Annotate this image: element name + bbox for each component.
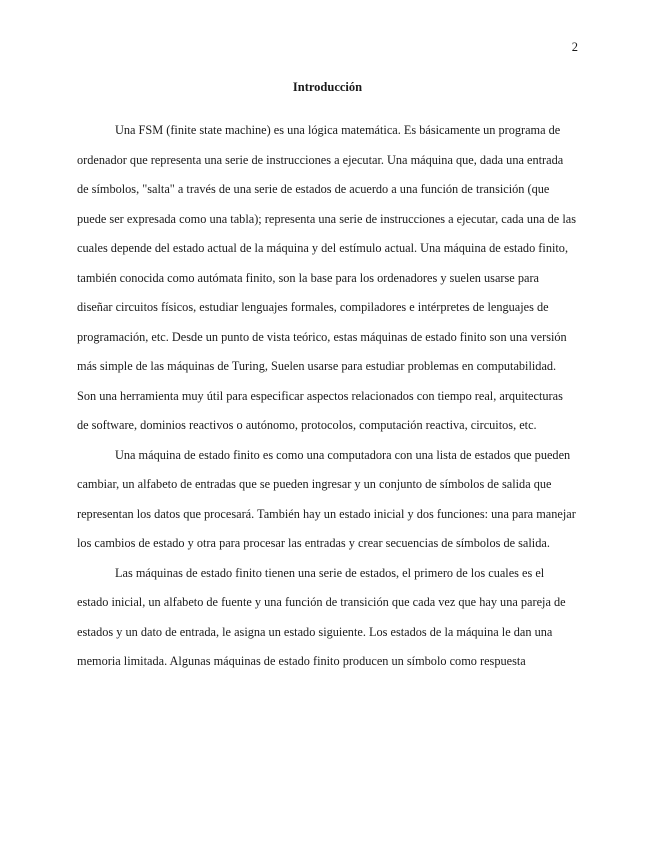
page-number: 2 [571,40,578,54]
paragraph-2: Una máquina de estado finito es como una computadora con una lista de estados que pueden cambiar, un alfabeto de entradas que se pueden ingresar y un conjunto de símbolos de salida que representan los datos que procesará. También hay un estado inicial y dos funciones: una para manejar los cambios de estado y otra para procesar las entradas y crear secuencias de símbolos de salida. [77,447,576,550]
section-title: Introducción [292,80,363,94]
paragraph-3: Las máquinas de estado finito tienen una serie de estados, el primero de los cuales es el estado inicial, un alfabeto de fuente y una función de transición que cada vez que hay una pareja de estados y un dato de entrada, le asigna un estado siguiente. Los estados de la máquina le dan una memoria limitada. Algunas máquinas de estado finito producen un símbolo como respuesta [77,565,566,668]
paragraph-1: Una FSM (finite state machine) es una lógica matemática. Es básicamente un programa de ordenador que representa una serie de instrucciones a ejecutar. Una máquina que, dada una entrada de símbolos, "salta" a través de una serie de estados de acuerdo a una función de transición (que puede ser expresada como una tabla); representa una serie de instrucciones a ejecutar, cada una de las cuales depende del estado actual de la máquina y del estímulo actual. Una máquina de estado finito, también conocida como autómata finito, son la base para los ordenadores y suelen usarse para diseñar circuitos físicos, estudiar lenguajes formales, compiladores e intérpretes de lenguajes de programación, etc. Desde un punto de vista teórico, estas máquinas de estado finito son una versión más simple de las máquinas de Turing, Suelen usarse para estudiar problemas en computabilidad. Son una herramienta muy útil para especificar aspectos relacionados con tiempo real, arquitecturas de software, dominios reactivos o autónomo, protocolos, computación reactiva, circuitos, etc. [77,123,576,432]
body-text [77,116,577,677]
